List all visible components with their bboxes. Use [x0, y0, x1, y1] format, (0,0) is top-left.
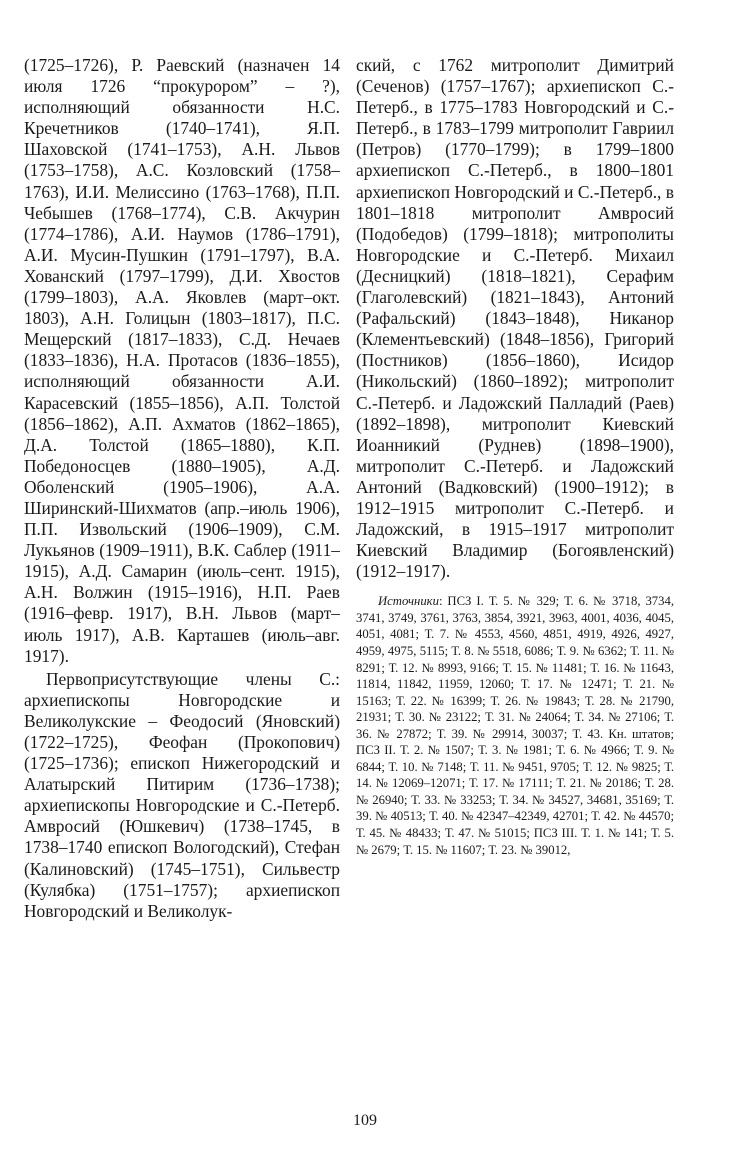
text-paragraph-ober-procurators: (1725–1726), Р. Раевский (назначен 14 июля 1726 “прокурором” – ?), исполняющий обязанности Н.С. Кречетников (1740–1741), Я.П. Шаховской (1741–1753), А.Н. Львов (1753–1758), А.С. Козловский (1758–1763), И.И. Мелиссино (1763–1768), П.П. Чебышев (1768–1774), С.В. Акчурин (1774–1786), А.И. Наумов (1786–1791), А.И. Мусин-Пушкин (1791–1797), В.А. Хованский (1797–1799), Д.И. Хвостов (1799–1803), А.А. Яковлев (март–окт. 1803), А.Н. Голицын (1803–1817), П.С. Мещерский (1817–1833), С.Д. Нечаев (1833–1836), Н.А. Протасов (1836–1855), исполняющий обязанности А.И. Карасевский (1855–1856), А.П. Толстой (1856–1862), А.П. Ахматов (1862–1865), Д.А. Толстой (1865–1880), К.П. Победоносцев (1880–1905), А.Д. Оболенский (1905–1906), А.А. Ширинский-Шихматов (апр.–июль 1906), П.П. Извольский (1906–1909), С.М. Лукьянов (1909–1911), В.К. Саблер (1911–1915), А.Д. Самарин (июль–сент. 1915), А.Н. Волжин (1915–1916), Н.П. Раев (1916–февр. 1917), В.Н. Львов (март–июль 1917), А.В. Карташев (июль–авг. 1917).	[24, 55, 340, 666]
sources-text: : ПСЗ I. Т. 5. № 329; Т. 6. № 3718, 3734, 3741, 3749, 3761, 3763, 3854, 3921, 3963, 4001, 4036, 4045, 4051, 4081; Т. 7. № 4553, 4560, 4851, 4919, 4926, 4927, 4959, 4975, 5115; Т. 8. № 5518, 6086; Т. 9. № 6362; Т. 11. № 8291; Т. 12. № 8993, 9166; Т. 15. № 11481; Т. 16. № 11643, 11814, 11842, 11959, 12060; Т. 17. № 12471; Т. 21. № 15163; Т. 22. № 16399; Т. 26. № 19843; Т. 28. № 21790, 21931; Т. 30. № 23122; Т. 31. № 24064; Т. 34. № 27106; Т. 36. № 27872; Т. 39. № 29914, 30037; Т. 43. Кн. штатов; ПСЗ II. Т. 2. № 1507; Т. 3. № 1981; Т. 6. № 4966; Т. 9. № 6844; Т. 10. № 7148; Т. 11. № 9451, 9705; Т. 12. № 9825; Т. 14. № 12069–12071; Т. 17. № 17111; Т. 21. № 20186; Т. 28. № 26940; Т. 33. № 33253; Т. 34. № 34527, 34681, 35169; Т. 39. № 40513; Т. 40. № 42347–42349, 42701; Т. 42. № 44570; Т. 45. № 48433; Т. 47. № 51015; ПСЗ III. Т. 1. № 141; Т. 5. № 2679; Т. 15. № 11607; Т. 23. № 39012,	[356, 594, 674, 857]
left-column	[24, 55, 340, 922]
page-number: 109	[353, 1112, 377, 1129]
right-column	[356, 55, 674, 858]
sources-paragraph	[356, 593, 674, 858]
text-paragraph-first-members: Первоприсутствующие члены С.: архиепископы Новгородские и Великолукские – Феодосий (Яновский) (1722–1725), Феофан (Прокопович) (1725–1736); епископ Нижегородский и Алатырский Питирим (1736–1738); архиепископы Новгородские и С.-Петерб. Амвросий (Юшкевич) (1738–1745, в 1738–1740 епископ Вологодский), Стефан (Калиновский) (1745–1751), Сильвестр (Кулябка) (1751–1757); архиепископ Новгородский и Великолук-	[24, 668, 340, 921]
text-paragraph-metropolitans: ский, с 1762 митрополит Димитрий (Сеченов) (1757–1767); архиепископ С.-Петерб., в 1775–1783 Новгородский и С.-Петерб., в 1783–1799 митрополит Гавриил (Петров) (1770–1799); в 1799–1800 архиепископ С.-Петерб., в 1800–1801 архиепископ Новгородский и С.-Петерб., в 1801–1818 митрополит Амвросий (Подобедов) (1799–1818); митрополиты Новгородские и С.-Петерб. Михаил (Десницкий) (1818–1821), Серафим (Глаголевский) (1821–1843), Антоний (Рафальский) (1843–1848), Никанор (Клементьевский) (1848–1856), Григорий (Постников) (1856–1860), Исидор (Никольский) (1860–1892); митрополит С.-Петерб. и Ладожский Палладий (Раев) (1892–1898), митрополит Киевский Иоанникий (Руднев) (1898–1900), митрополит С.-Петерб. и Ладожский Антоний (Вадковский) (1900–1912); в 1912–1915 митрополит С.-Петерб. и Ладожский, в 1915–1917 митрополит Киевский Владимир (Богоявленский) (1912–1917).	[356, 55, 674, 582]
sources-label: Источники	[378, 594, 439, 609]
